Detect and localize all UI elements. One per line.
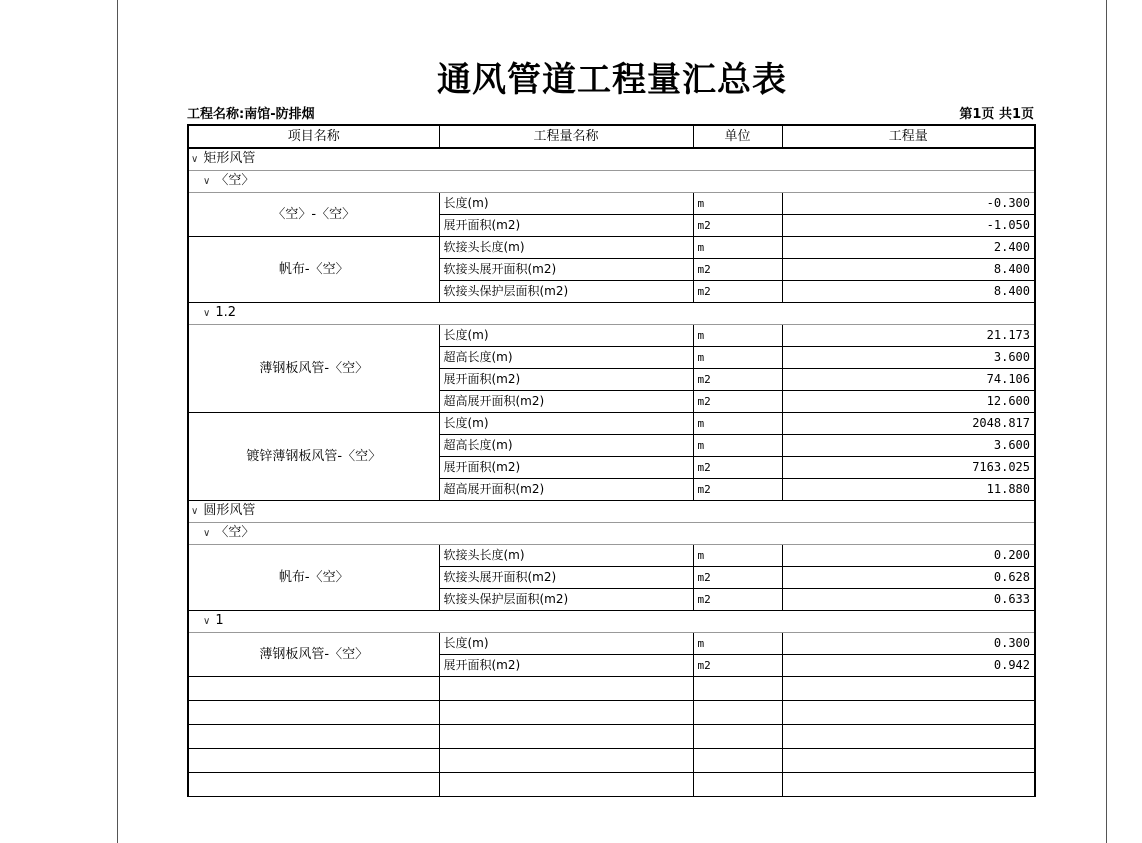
quantity-name-cell: 软接头展开面积(m2) [439,259,693,281]
quantity-cell: 7163.025 [782,457,1035,479]
chevron-down-icon[interactable]: ∨ [203,616,211,627]
quantity-name-cell: 超高长度(m) [439,347,693,369]
quantity-name-cell: 软接头长度(m) [439,237,693,259]
unit-cell: m2 [693,391,782,413]
empty-cell [439,701,693,725]
quantity-name-cell: 超高展开面积(m2) [439,479,693,501]
empty-cell [693,701,782,725]
quantity-cell: 0.942 [782,655,1035,677]
group-row-label: 矩形风管 [203,151,256,166]
quantity-cell: 8.400 [782,259,1035,281]
unit-cell: m2 [693,589,782,611]
summary-table [187,124,1036,797]
table-row [188,193,1035,215]
group-row[interactable] [188,501,1035,523]
quantity-cell: 0.628 [782,567,1035,589]
unit-cell: m [693,193,782,215]
quantity-name-cell: 超高展开面积(m2) [439,391,693,413]
subgroup-row[interactable] [188,303,1035,325]
quantity-cell: 3.600 [782,435,1035,457]
quantity-name-cell: 软接头长度(m) [439,545,693,567]
empty-cell [439,773,693,797]
quantity-name-cell: 软接头保护层面积(m2) [439,281,693,303]
quantity-name-cell: 展开面积(m2) [439,215,693,237]
quantity-cell: 0.200 [782,545,1035,567]
empty-cell [693,773,782,797]
subgroup-row-cell [188,611,1035,633]
empty-row [188,725,1035,749]
chevron-down-icon[interactable]: ∨ [203,528,211,539]
chevron-down-icon[interactable]: ∨ [203,308,211,319]
quantity-name-cell: 展开面积(m2) [439,655,693,677]
header-quantity: 工程量 [782,125,1035,148]
item-name-cell: 薄钢板风管-〈空〉 [188,633,439,677]
unit-cell: m2 [693,655,782,677]
subgroup-row-label: 〈空〉 [215,525,255,540]
subgroup-row-label: 〈空〉 [215,173,255,188]
empty-cell [188,677,439,701]
quantity-cell: 74.106 [782,369,1035,391]
empty-cell [188,749,439,773]
quantity-cell: 11.880 [782,479,1035,501]
unit-cell: m2 [693,567,782,589]
subgroup-row-cell [188,523,1035,545]
page-left-border [117,0,118,843]
project-name: 工程名称:南馆-防排烟 [187,107,315,122]
quantity-cell: 8.400 [782,281,1035,303]
group-row-cell [188,501,1035,523]
page-right-border [1106,0,1107,843]
empty-cell [782,749,1035,773]
empty-cell [782,773,1035,797]
chevron-down-icon[interactable]: ∨ [191,506,199,517]
empty-cell [439,749,693,773]
unit-cell: m [693,633,782,655]
header-unit: 单位 [693,125,782,148]
table-body [188,148,1035,797]
table-row [188,413,1035,435]
empty-cell [782,701,1035,725]
empty-row [188,749,1035,773]
group-row-cell [188,148,1035,171]
chevron-down-icon[interactable]: ∨ [203,176,211,187]
quantity-cell: -1.050 [782,215,1035,237]
quantity-cell: 3.600 [782,347,1035,369]
unit-cell: m [693,325,782,347]
empty-cell [782,725,1035,749]
quantity-name-cell: 展开面积(m2) [439,369,693,391]
quantity-cell: 21.173 [782,325,1035,347]
item-name-cell: 镀锌薄钢板风管-〈空〉 [188,413,439,501]
quantity-name-cell: 长度(m) [439,325,693,347]
unit-cell: m [693,237,782,259]
empty-cell [439,677,693,701]
chevron-down-icon[interactable]: ∨ [191,154,199,165]
empty-cell [188,701,439,725]
quantity-cell: 2048.817 [782,413,1035,435]
item-name-cell: 薄钢板风管-〈空〉 [188,325,439,413]
table-row [188,633,1035,655]
empty-cell [693,725,782,749]
subgroup-row[interactable] [188,611,1035,633]
unit-cell: m2 [693,457,782,479]
item-name-cell: 帆布-〈空〉 [188,237,439,303]
quantity-name-cell: 软接头保护层面积(m2) [439,589,693,611]
quantity-cell: 12.600 [782,391,1035,413]
subgroup-row-label: 1.2 [215,305,237,320]
unit-cell: m [693,435,782,457]
group-row[interactable] [188,148,1035,171]
header-quantity-name: 工程量名称 [439,125,693,148]
empty-cell [188,725,439,749]
quantity-cell: 0.633 [782,589,1035,611]
subgroup-row-cell [188,303,1035,325]
page-info: 第1页 共1页 [959,107,1034,122]
quantity-name-cell: 长度(m) [439,193,693,215]
unit-cell: m2 [693,215,782,237]
header-item-name: 项目名称 [188,125,439,148]
unit-cell: m2 [693,281,782,303]
empty-cell [693,749,782,773]
quantity-name-cell: 软接头展开面积(m2) [439,567,693,589]
unit-cell: m [693,545,782,567]
subgroup-row[interactable] [188,171,1035,193]
quantity-cell: 0.300 [782,633,1035,655]
empty-row [188,677,1035,701]
empty-row [188,701,1035,725]
unit-cell: m2 [693,479,782,501]
table-row [188,545,1035,567]
quantity-name-cell: 长度(m) [439,413,693,435]
unit-cell: m [693,347,782,369]
table-row [188,325,1035,347]
subgroup-row[interactable] [188,523,1035,545]
subgroup-row-label: 1 [215,613,224,628]
item-name-cell: 〈空〉-〈空〉 [188,193,439,237]
empty-cell [188,773,439,797]
quantity-name-cell: 展开面积(m2) [439,457,693,479]
empty-cell [439,725,693,749]
item-name-cell: 帆布-〈空〉 [188,545,439,611]
unit-cell: m [693,413,782,435]
quantity-name-cell: 超高长度(m) [439,435,693,457]
quantity-cell: -0.300 [782,193,1035,215]
unit-cell: m2 [693,259,782,281]
empty-cell [782,677,1035,701]
table-row [188,237,1035,259]
report-title: 通风管道工程量汇总表 [437,60,787,100]
empty-cell [693,677,782,701]
unit-cell: m2 [693,369,782,391]
table-header-row [188,125,1035,148]
group-row-label: 圆形风管 [203,503,256,518]
subgroup-row-cell [188,171,1035,193]
empty-row [188,773,1035,797]
quantity-cell: 2.400 [782,237,1035,259]
quantity-name-cell: 长度(m) [439,633,693,655]
